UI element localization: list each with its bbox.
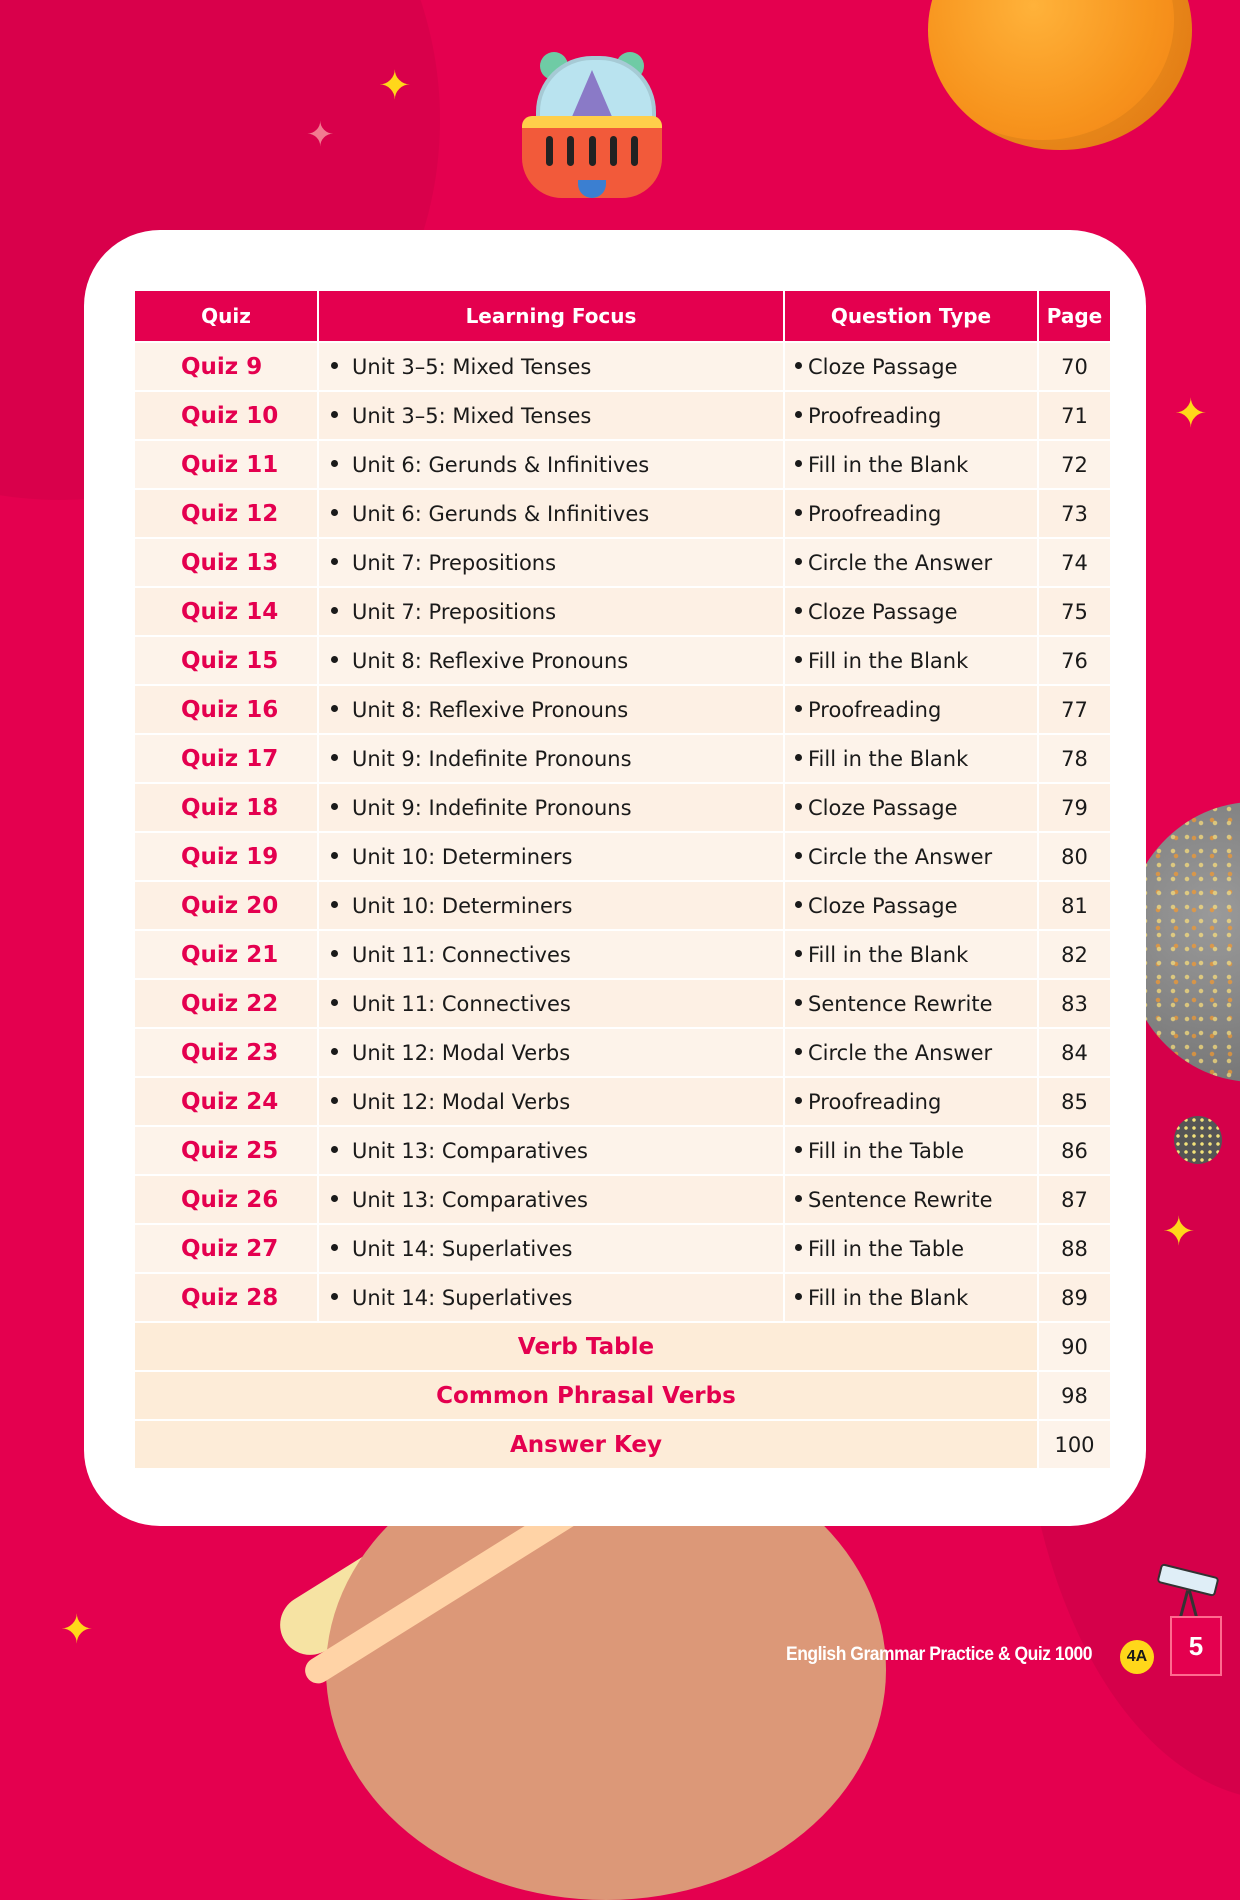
quiz-cell: Quiz 19	[135, 833, 317, 880]
question-type-cell	[785, 637, 1037, 684]
page-cell: 89	[1039, 1274, 1110, 1321]
question-type-text: Fill in the Blank	[808, 746, 969, 771]
question-type-cell	[785, 784, 1037, 831]
quiz-cell: Quiz 15	[135, 637, 317, 684]
page-cell: 84	[1039, 1029, 1110, 1076]
learning-focus-cell	[319, 1274, 783, 1321]
table-row	[135, 1127, 1110, 1174]
question-type-cell	[785, 931, 1037, 978]
section-label-cell: Verb Table	[135, 1323, 1037, 1370]
quiz-cell: Quiz 14	[135, 588, 317, 635]
mascot-icon	[522, 52, 662, 198]
table-row	[135, 490, 1110, 537]
learning-focus-text: Unit 8: Reflexive Pronouns	[352, 697, 629, 722]
section-label-cell: Common Phrasal Verbs	[135, 1372, 1037, 1419]
question-type-cell	[785, 1274, 1037, 1321]
learning-focus-cell	[319, 931, 783, 978]
question-type-text: Fill in the Blank	[808, 942, 969, 967]
page-cell: 70	[1039, 343, 1110, 390]
page-cell: 81	[1039, 882, 1110, 929]
quiz-cell: Quiz 21	[135, 931, 317, 978]
bullet-icon	[795, 999, 802, 1006]
quiz-cell: Quiz 25	[135, 1127, 317, 1174]
bullet-icon	[795, 411, 802, 418]
level-badge: 4A	[1120, 1640, 1154, 1674]
table-row	[135, 1029, 1110, 1076]
question-type-text: Fill in the Table	[808, 1236, 964, 1261]
table-row	[135, 931, 1110, 978]
table-row	[135, 588, 1110, 635]
learning-focus-cell	[319, 1225, 783, 1272]
question-type-cell	[785, 343, 1037, 390]
bullet-icon	[331, 411, 338, 418]
quiz-cell: Quiz 24	[135, 1078, 317, 1125]
bullet-icon	[795, 607, 802, 614]
question-type-text: Cloze Passage	[808, 893, 958, 918]
bullet-icon	[795, 362, 802, 369]
bullet-icon	[331, 509, 338, 516]
bullet-icon	[331, 1244, 338, 1251]
bullet-icon	[331, 362, 338, 369]
bullet-icon	[795, 1097, 802, 1104]
question-type-text: Cloze Passage	[808, 795, 958, 820]
question-type-text: Sentence Rewrite	[808, 991, 993, 1016]
header-learning-focus: Learning Focus	[319, 291, 783, 341]
sparkle-icon: ✦	[378, 63, 412, 109]
bullet-icon	[331, 656, 338, 663]
page-cell: 90	[1039, 1323, 1110, 1370]
quiz-cell: Quiz 10	[135, 392, 317, 439]
page-cell: 79	[1039, 784, 1110, 831]
learning-focus-text: Unit 7: Prepositions	[352, 599, 557, 624]
page-cell: 77	[1039, 686, 1110, 733]
learning-focus-text: Unit 10: Determiners	[352, 893, 573, 918]
bullet-icon	[795, 852, 802, 859]
bullet-icon	[331, 1293, 338, 1300]
question-type-cell	[785, 686, 1037, 733]
table-row	[135, 1274, 1110, 1321]
table-row	[135, 686, 1110, 733]
question-type-cell	[785, 833, 1037, 880]
learning-focus-text: Unit 3–5: Mixed Tenses	[352, 403, 592, 428]
bullet-icon	[331, 1146, 338, 1153]
question-type-text: Fill in the Table	[808, 1138, 964, 1163]
page-cell: 76	[1039, 637, 1110, 684]
page-number: 5	[1170, 1616, 1222, 1676]
table-row	[135, 784, 1110, 831]
sparkle-icon: ✦	[60, 1607, 94, 1653]
question-type-cell	[785, 1029, 1037, 1076]
question-type-cell	[785, 490, 1037, 537]
question-type-cell	[785, 1078, 1037, 1125]
sparkle-icon: ✦	[1162, 1209, 1196, 1255]
bullet-icon	[331, 852, 338, 859]
learning-focus-text: Unit 9: Indefinite Pronouns	[352, 795, 632, 820]
learning-focus-text: Unit 13: Comparatives	[352, 1138, 588, 1163]
question-type-cell	[785, 588, 1037, 635]
learning-focus-cell	[319, 833, 783, 880]
quiz-cell: Quiz 12	[135, 490, 317, 537]
learning-focus-cell	[319, 588, 783, 635]
question-type-cell	[785, 1176, 1037, 1223]
learning-focus-text: Unit 3–5: Mixed Tenses	[352, 354, 592, 379]
page-cell: 88	[1039, 1225, 1110, 1272]
learning-focus-text: Unit 9: Indefinite Pronouns	[352, 746, 632, 771]
section-label-cell: Answer Key	[135, 1421, 1037, 1468]
bullet-icon	[795, 901, 802, 908]
learning-focus-text: Unit 8: Reflexive Pronouns	[352, 648, 629, 673]
quiz-cell: Quiz 23	[135, 1029, 317, 1076]
page-cell: 73	[1039, 490, 1110, 537]
table-row	[135, 343, 1110, 390]
learning-focus-text: Unit 14: Superlatives	[352, 1285, 573, 1310]
question-type-text: Sentence Rewrite	[808, 1187, 993, 1212]
bullet-icon	[331, 1097, 338, 1104]
quiz-cell: Quiz 27	[135, 1225, 317, 1272]
bullet-icon	[795, 1293, 802, 1300]
table-row	[135, 980, 1110, 1027]
learning-focus-text: Unit 11: Connectives	[352, 991, 571, 1016]
table-header-row	[135, 291, 1110, 341]
bullet-icon	[795, 950, 802, 957]
table-row	[135, 1078, 1110, 1125]
quiz-cell: Quiz 16	[135, 686, 317, 733]
page-cell: 100	[1039, 1421, 1110, 1468]
question-type-cell	[785, 980, 1037, 1027]
learning-focus-cell	[319, 882, 783, 929]
question-type-cell	[785, 882, 1037, 929]
question-type-cell	[785, 441, 1037, 488]
question-type-cell	[785, 392, 1037, 439]
question-type-text: Fill in the Blank	[808, 1285, 969, 1310]
page-cell: 71	[1039, 392, 1110, 439]
question-type-cell	[785, 735, 1037, 782]
learning-focus-cell	[319, 392, 783, 439]
sparkle-icon: ✦	[306, 115, 335, 155]
page-cell: 72	[1039, 441, 1110, 488]
bullet-icon	[331, 754, 338, 761]
learning-focus-cell	[319, 1078, 783, 1125]
learning-focus-text: Unit 6: Gerunds & Infinitives	[352, 452, 650, 477]
header-page: Page	[1039, 291, 1110, 341]
table-row	[135, 441, 1110, 488]
question-type-text: Cloze Passage	[808, 599, 958, 624]
table-row	[135, 882, 1110, 929]
table-row	[135, 1323, 1110, 1370]
header-quiz: Quiz	[135, 291, 317, 341]
orange-planet-icon	[928, 0, 1192, 150]
page-cell: 78	[1039, 735, 1110, 782]
learning-focus-cell	[319, 637, 783, 684]
learning-focus-cell	[319, 735, 783, 782]
learning-focus-cell	[319, 539, 783, 586]
book-title: English Grammar Practice & Quiz 1000	[786, 1644, 1092, 1665]
bullet-icon	[795, 1146, 802, 1153]
learning-focus-text: Unit 11: Connectives	[352, 942, 571, 967]
bullet-icon	[795, 656, 802, 663]
table-row	[135, 833, 1110, 880]
page-cell: 86	[1039, 1127, 1110, 1174]
bullet-icon	[795, 754, 802, 761]
table-row	[135, 637, 1110, 684]
table-row	[135, 1372, 1110, 1419]
page-cell: 75	[1039, 588, 1110, 635]
page-cell: 87	[1039, 1176, 1110, 1223]
bullet-icon	[795, 509, 802, 516]
question-type-text: Proofreading	[808, 697, 942, 722]
quiz-cell: Quiz 22	[135, 980, 317, 1027]
bullet-icon	[795, 558, 802, 565]
page-cell: 98	[1039, 1372, 1110, 1419]
table-row	[135, 539, 1110, 586]
learning-focus-cell	[319, 343, 783, 390]
bullet-icon	[331, 558, 338, 565]
table-row	[135, 1176, 1110, 1223]
quiz-cell: Quiz 28	[135, 1274, 317, 1321]
bullet-icon	[331, 460, 338, 467]
quiz-cell: Quiz 26	[135, 1176, 317, 1223]
quiz-cell: Quiz 13	[135, 539, 317, 586]
contents-table	[133, 289, 1112, 1470]
learning-focus-cell	[319, 784, 783, 831]
bullet-icon	[331, 901, 338, 908]
question-type-cell	[785, 539, 1037, 586]
question-type-text: Fill in the Blank	[808, 452, 969, 477]
learning-focus-text: Unit 14: Superlatives	[352, 1236, 573, 1261]
learning-focus-cell	[319, 686, 783, 733]
small-moon-icon	[1174, 1116, 1222, 1164]
page-cell: 85	[1039, 1078, 1110, 1125]
bullet-icon	[795, 803, 802, 810]
learning-focus-cell	[319, 490, 783, 537]
question-type-text: Cloze Passage	[808, 354, 958, 379]
bullet-icon	[331, 1048, 338, 1055]
learning-focus-text: Unit 6: Gerunds & Infinitives	[352, 501, 650, 526]
table-row	[135, 392, 1110, 439]
learning-focus-cell	[319, 1176, 783, 1223]
table-row	[135, 735, 1110, 782]
bullet-icon	[331, 803, 338, 810]
learning-focus-text: Unit 10: Determiners	[352, 844, 573, 869]
question-type-cell	[785, 1225, 1037, 1272]
learning-focus-text: Unit 13: Comparatives	[352, 1187, 588, 1212]
learning-focus-text: Unit 12: Modal Verbs	[352, 1089, 571, 1114]
quiz-cell: Quiz 18	[135, 784, 317, 831]
question-type-text: Circle the Answer	[808, 550, 993, 575]
quiz-cell: Quiz 20	[135, 882, 317, 929]
bullet-icon	[331, 950, 338, 957]
learning-focus-text: Unit 7: Prepositions	[352, 550, 557, 575]
question-type-text: Proofreading	[808, 501, 942, 526]
sparkle-icon: ✦	[1174, 391, 1208, 437]
bullet-icon	[795, 705, 802, 712]
question-type-text: Circle the Answer	[808, 844, 993, 869]
question-type-text: Proofreading	[808, 1089, 942, 1114]
question-type-cell	[785, 1127, 1037, 1174]
table-row	[135, 1225, 1110, 1272]
bullet-icon	[795, 1195, 802, 1202]
learning-focus-cell	[319, 980, 783, 1027]
learning-focus-cell	[319, 1127, 783, 1174]
bullet-icon	[331, 1195, 338, 1202]
bullet-icon	[795, 1048, 802, 1055]
quiz-cell: Quiz 17	[135, 735, 317, 782]
header-question-type: Question Type	[785, 291, 1037, 341]
bullet-icon	[331, 607, 338, 614]
page-cell: 80	[1039, 833, 1110, 880]
question-type-text: Circle the Answer	[808, 1040, 993, 1065]
question-type-text: Fill in the Blank	[808, 648, 969, 673]
quiz-cell: Quiz 9	[135, 343, 317, 390]
learning-focus-text: Unit 12: Modal Verbs	[352, 1040, 571, 1065]
learning-focus-cell	[319, 441, 783, 488]
learning-focus-cell	[319, 1029, 783, 1076]
bullet-icon	[795, 1244, 802, 1251]
page-cell: 83	[1039, 980, 1110, 1027]
bullet-icon	[331, 999, 338, 1006]
page-cell: 74	[1039, 539, 1110, 586]
bullet-icon	[795, 460, 802, 467]
question-type-text: Proofreading	[808, 403, 942, 428]
page-cell: 82	[1039, 931, 1110, 978]
table-row	[135, 1421, 1110, 1468]
quiz-cell: Quiz 11	[135, 441, 317, 488]
bullet-icon	[331, 705, 338, 712]
